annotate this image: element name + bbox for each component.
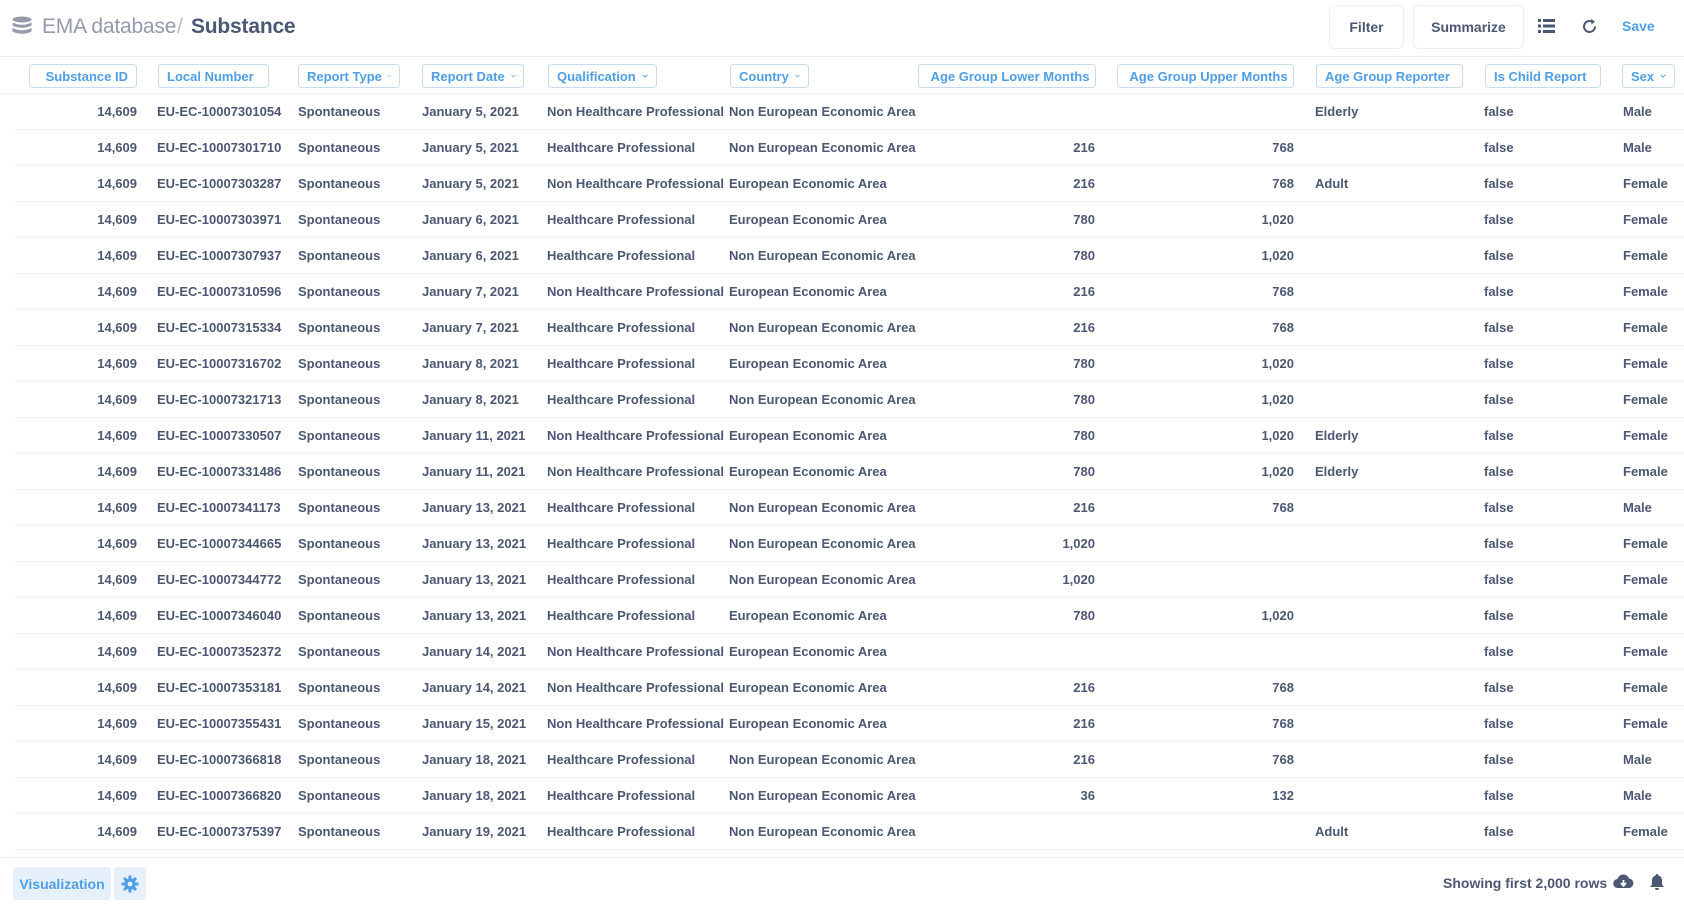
breadcrumb-database[interactable]: EMA database bbox=[42, 15, 177, 38]
table-cell[interactable]: 14,609 bbox=[97, 500, 137, 515]
table-row[interactable] bbox=[15, 202, 1684, 238]
table-cell[interactable]: false bbox=[1484, 320, 1514, 335]
table-cell[interactable]: January 7, 2021 bbox=[422, 320, 519, 335]
table-cell[interactable]: Non European Economic Area bbox=[729, 320, 916, 335]
table-cell[interactable]: EU-EC-10007301054 bbox=[157, 104, 282, 119]
table-cell[interactable]: Male bbox=[1623, 500, 1652, 515]
table-cell[interactable]: January 18, 2021 bbox=[422, 788, 527, 803]
table-cell[interactable]: 768 bbox=[1272, 680, 1294, 695]
table-cell[interactable]: EU-EC-10007375397 bbox=[157, 824, 282, 839]
table-cell[interactable]: 768 bbox=[1272, 176, 1294, 191]
column-header-is-child-report[interactable] bbox=[1485, 64, 1601, 88]
chevron-down-icon bbox=[511, 72, 515, 80]
table-cell[interactable]: Spontaneous bbox=[298, 392, 381, 407]
table-row[interactable] bbox=[15, 778, 1684, 814]
table-cell[interactable]: 1,020 bbox=[1261, 392, 1294, 407]
table-cell[interactable]: January 13, 2021 bbox=[422, 500, 527, 515]
list-view-icon[interactable] bbox=[1535, 14, 1559, 38]
table-cell[interactable]: Spontaneous bbox=[298, 680, 381, 695]
table-cell[interactable]: false bbox=[1484, 500, 1514, 515]
table-cell[interactable]: European Economic Area bbox=[729, 464, 887, 479]
table-cell[interactable]: Spontaneous bbox=[298, 644, 381, 659]
table-cell[interactable]: 14,609 bbox=[97, 572, 137, 587]
table-cell[interactable]: 768 bbox=[1272, 752, 1294, 767]
table-cell[interactable]: Non Healthcare Professional bbox=[547, 716, 724, 731]
table-cell[interactable]: 216 bbox=[1073, 320, 1095, 335]
table-cell[interactable]: Healthcare Professional bbox=[547, 140, 696, 155]
row-count-label: Showing first 2,000 rows bbox=[1443, 875, 1608, 891]
table-cell[interactable]: Non Healthcare Professional bbox=[547, 428, 724, 443]
table-cell[interactable]: EU-EC-10007346040 bbox=[157, 608, 282, 623]
summarize-button[interactable]: Summarize bbox=[1413, 5, 1524, 49]
table-cell[interactable]: 14,609 bbox=[97, 356, 137, 371]
chevron-down-icon bbox=[388, 72, 391, 80]
table-cell[interactable]: Healthcare Professional bbox=[547, 572, 696, 587]
chevron-down-icon bbox=[642, 72, 648, 80]
table-cell[interactable]: EU-EC-10007316702 bbox=[157, 356, 282, 371]
table-cell[interactable]: 14,609 bbox=[97, 248, 137, 263]
column-header-local-number[interactable] bbox=[158, 64, 269, 88]
column-header-report-type[interactable] bbox=[298, 64, 400, 88]
table-cell[interactable]: January 11, 2021 bbox=[422, 464, 526, 479]
table-cell[interactable]: European Economic Area bbox=[729, 356, 887, 371]
table-cell[interactable]: Healthcare Professional bbox=[547, 536, 696, 551]
save-button[interactable]: Save bbox=[1622, 18, 1655, 34]
table-cell[interactable]: EU-EC-10007303971 bbox=[157, 212, 282, 227]
table-cell[interactable]: false bbox=[1484, 824, 1514, 839]
download-icon[interactable] bbox=[1612, 871, 1634, 893]
table-cell[interactable]: Female bbox=[1623, 212, 1668, 227]
table-cell[interactable]: Non Healthcare Professional bbox=[547, 104, 724, 119]
table-row[interactable] bbox=[15, 130, 1684, 166]
table-cell[interactable]: 216 bbox=[1073, 680, 1095, 695]
table-cell[interactable]: Spontaneous bbox=[298, 212, 381, 227]
column-header-label: Age Group Reporter bbox=[1325, 68, 1450, 84]
table-cell[interactable]: false bbox=[1484, 788, 1514, 803]
table-cell[interactable]: January 13, 2021 bbox=[422, 572, 527, 587]
table-cell[interactable]: European Economic Area bbox=[729, 716, 887, 731]
table-cell[interactable]: Female bbox=[1623, 572, 1668, 587]
table-cell[interactable]: Non Healthcare Professional bbox=[547, 644, 724, 659]
table-cell[interactable]: 14,609 bbox=[97, 140, 137, 155]
table-cell[interactable]: Non European Economic Area bbox=[729, 572, 916, 587]
chevron-down-icon bbox=[795, 72, 800, 80]
table-cell[interactable]: 1,020 bbox=[1062, 536, 1095, 551]
table-cell[interactable]: Non European Economic Area bbox=[729, 500, 916, 515]
table-cell[interactable]: 14,609 bbox=[97, 752, 137, 767]
table-cell[interactable]: European Economic Area bbox=[729, 608, 887, 623]
table-cell[interactable]: Healthcare Professional bbox=[547, 608, 696, 623]
table-cell[interactable]: false bbox=[1484, 140, 1514, 155]
table-cell[interactable]: 216 bbox=[1073, 140, 1095, 155]
table-cell[interactable]: Spontaneous bbox=[298, 356, 381, 371]
table-cell[interactable]: 1,020 bbox=[1261, 248, 1294, 263]
table-cell[interactable]: Spontaneous bbox=[298, 500, 381, 515]
visualization-button[interactable]: Visualization bbox=[13, 867, 111, 900]
table-cell[interactable]: false bbox=[1484, 716, 1514, 731]
table-cell[interactable]: Spontaneous bbox=[298, 536, 381, 551]
table-cell[interactable]: false bbox=[1484, 608, 1514, 623]
table-cell[interactable]: Non European Economic Area bbox=[729, 104, 916, 119]
gear-icon bbox=[121, 875, 139, 893]
table-cell[interactable]: Non European Economic Area bbox=[729, 140, 916, 155]
query-footer bbox=[0, 857, 1684, 904]
table-row[interactable] bbox=[15, 814, 1684, 850]
table-cell[interactable]: false bbox=[1484, 644, 1514, 659]
table-cell[interactable]: EU-EC-10007344772 bbox=[157, 572, 282, 587]
table-cell[interactable]: 1,020 bbox=[1261, 356, 1294, 371]
table-cell[interactable]: 216 bbox=[1073, 176, 1095, 191]
table-cell[interactable]: Healthcare Professional bbox=[547, 824, 696, 839]
table-cell[interactable]: Healthcare Professional bbox=[547, 320, 696, 335]
table-cell[interactable]: January 5, 2021 bbox=[422, 176, 519, 191]
bell-icon[interactable] bbox=[1646, 871, 1668, 893]
table-cell[interactable]: January 8, 2021 bbox=[422, 356, 519, 371]
table-row[interactable] bbox=[15, 94, 1684, 130]
table-cell[interactable]: false bbox=[1484, 248, 1514, 263]
table-row[interactable] bbox=[15, 166, 1684, 202]
table-cell[interactable]: 1,020 bbox=[1261, 212, 1294, 227]
column-header-age-group-lower-months[interactable] bbox=[918, 64, 1096, 88]
table-row[interactable] bbox=[15, 598, 1684, 634]
table-cell[interactable]: January 5, 2021 bbox=[422, 104, 519, 119]
database-icon bbox=[11, 16, 33, 36]
column-header-qualification[interactable] bbox=[548, 64, 657, 88]
table-row[interactable] bbox=[15, 670, 1684, 706]
table-cell[interactable]: Female bbox=[1623, 608, 1668, 623]
table-cell[interactable]: 768 bbox=[1272, 320, 1294, 335]
table-cell[interactable]: EU-EC-10007321713 bbox=[157, 392, 282, 407]
table-cell[interactable]: false bbox=[1484, 392, 1514, 407]
table-cell[interactable]: false bbox=[1484, 212, 1514, 227]
table-cell[interactable]: 14,609 bbox=[97, 392, 137, 407]
table-cell[interactable]: Non European Economic Area bbox=[729, 536, 916, 551]
column-header-label: Report Date bbox=[431, 68, 505, 84]
table-cell[interactable]: Female bbox=[1623, 284, 1668, 299]
table-row[interactable] bbox=[15, 454, 1684, 490]
table-cell[interactable]: 14,609 bbox=[97, 788, 137, 803]
table-cell[interactable]: Non Healthcare Professional bbox=[547, 464, 724, 479]
table-cell[interactable]: Female bbox=[1623, 248, 1668, 263]
table-cell[interactable]: January 19, 2021 bbox=[422, 824, 527, 839]
table-row[interactable] bbox=[15, 706, 1684, 742]
table-row[interactable] bbox=[15, 562, 1684, 598]
table-cell[interactable]: 780 bbox=[1073, 428, 1095, 443]
table-cell[interactable]: European Economic Area bbox=[729, 680, 887, 695]
table-cell[interactable]: Female bbox=[1623, 536, 1668, 551]
column-header-report-date[interactable] bbox=[422, 64, 524, 88]
table-row[interactable] bbox=[15, 490, 1684, 526]
table-cell[interactable]: Spontaneous bbox=[298, 248, 381, 263]
table-cell[interactable]: Spontaneous bbox=[298, 716, 381, 731]
table-cell[interactable]: Spontaneous bbox=[298, 284, 381, 299]
table-cell[interactable]: EU-EC-10007301710 bbox=[157, 140, 282, 155]
table-cell[interactable]: Female bbox=[1623, 716, 1668, 731]
table-cell[interactable]: 14,609 bbox=[97, 320, 137, 335]
table-cell[interactable]: 14,609 bbox=[97, 428, 137, 443]
table-cell[interactable]: 36 bbox=[1080, 788, 1095, 803]
table-row[interactable] bbox=[15, 274, 1684, 310]
column-header-country[interactable] bbox=[730, 64, 809, 88]
table-cell[interactable]: 216 bbox=[1073, 284, 1095, 299]
settings-button[interactable] bbox=[114, 867, 146, 900]
column-header-label: Sex bbox=[1631, 68, 1655, 84]
table-cell[interactable]: Healthcare Professional bbox=[547, 500, 696, 515]
table-cell[interactable]: Elderly bbox=[1315, 428, 1359, 443]
table-cell[interactable]: January 11, 2021 bbox=[422, 428, 526, 443]
table-cell[interactable]: EU-EC-10007341173 bbox=[157, 500, 281, 515]
table-cell[interactable]: Spontaneous bbox=[298, 176, 381, 191]
table-cell[interactable]: 14,609 bbox=[97, 284, 137, 299]
table-cell[interactable]: 14,609 bbox=[97, 536, 137, 551]
table-cell[interactable]: 132 bbox=[1272, 788, 1294, 803]
table-cell[interactable]: Non European Economic Area bbox=[729, 788, 916, 803]
table-cell[interactable]: January 8, 2021 bbox=[422, 392, 519, 407]
column-header-label: Report Type bbox=[307, 68, 382, 84]
table-cell[interactable]: January 7, 2021 bbox=[422, 284, 519, 299]
table-cell[interactable]: European Economic Area bbox=[729, 284, 887, 299]
table-cell[interactable]: 1,020 bbox=[1261, 608, 1294, 623]
table-cell[interactable]: January 6, 2021 bbox=[422, 248, 519, 263]
table-cell[interactable]: Healthcare Professional bbox=[547, 248, 696, 263]
table-cell[interactable]: Non European Economic Area bbox=[729, 824, 916, 839]
table-cell[interactable]: Healthcare Professional bbox=[547, 356, 696, 371]
table-cell[interactable]: 768 bbox=[1272, 140, 1294, 155]
table-cell[interactable]: Spontaneous bbox=[298, 788, 381, 803]
table-cell[interactable]: Female bbox=[1623, 680, 1668, 695]
table-cell[interactable]: January 6, 2021 bbox=[422, 212, 519, 227]
column-header-label: Is Child Report bbox=[1494, 68, 1587, 84]
table-cell[interactable]: Non European Economic Area bbox=[729, 752, 916, 767]
table-cell[interactable]: false bbox=[1484, 536, 1514, 551]
table-cell[interactable]: 14,609 bbox=[97, 176, 137, 191]
table-cell[interactable]: European Economic Area bbox=[729, 428, 887, 443]
table-cell[interactable]: EU-EC-10007355431 bbox=[157, 716, 282, 731]
table-cell[interactable]: Female bbox=[1623, 464, 1668, 479]
table-cell[interactable]: Spontaneous bbox=[298, 824, 381, 839]
table-cell[interactable]: Spontaneous bbox=[298, 320, 381, 335]
chevron-down-icon bbox=[38, 72, 40, 80]
table-cell[interactable]: EU-EC-10007307937 bbox=[157, 248, 282, 263]
table-cell[interactable]: Male bbox=[1623, 140, 1652, 155]
table-cell[interactable]: Non European Economic Area bbox=[729, 392, 916, 407]
table-cell[interactable]: January 5, 2021 bbox=[422, 140, 519, 155]
table-cell[interactable]: January 18, 2021 bbox=[422, 752, 527, 767]
table-row[interactable] bbox=[15, 346, 1684, 382]
table-cell[interactable]: Healthcare Professional bbox=[547, 788, 696, 803]
column-header-age-group-upper-months[interactable] bbox=[1117, 64, 1294, 88]
table-cell[interactable]: false bbox=[1484, 104, 1514, 119]
table-cell[interactable]: 1,020 bbox=[1261, 464, 1294, 479]
column-header-label: Age Group Lower Months bbox=[930, 68, 1090, 84]
table-cell[interactable]: false bbox=[1484, 284, 1514, 299]
table-cell[interactable]: 14,609 bbox=[97, 644, 137, 659]
table-cell[interactable]: European Economic Area bbox=[729, 212, 887, 227]
table-cell[interactable]: 14,609 bbox=[97, 464, 137, 479]
table-cell[interactable]: 216 bbox=[1073, 752, 1095, 767]
table-row[interactable] bbox=[15, 526, 1684, 562]
table-row[interactable] bbox=[15, 634, 1684, 670]
column-header-age-group-reporter[interactable] bbox=[1316, 64, 1463, 88]
table-cell[interactable]: false bbox=[1484, 572, 1514, 587]
table-cell[interactable]: EU-EC-10007344665 bbox=[157, 536, 282, 551]
table-row[interactable] bbox=[15, 382, 1684, 418]
table-cell[interactable]: Female bbox=[1623, 428, 1668, 443]
table-cell[interactable]: Healthcare Professional bbox=[547, 752, 696, 767]
table-row[interactable] bbox=[15, 238, 1684, 274]
table-cell[interactable]: Male bbox=[1623, 104, 1652, 119]
query-header bbox=[0, 0, 1684, 57]
table-cell[interactable]: Spontaneous bbox=[298, 428, 381, 443]
table-cell[interactable]: false bbox=[1484, 176, 1514, 191]
table-cell[interactable]: 780 bbox=[1073, 212, 1095, 227]
table-cell[interactable]: Non Healthcare Professional bbox=[547, 176, 724, 191]
column-header-label: Age Group Upper Months bbox=[1129, 68, 1288, 84]
table-cell[interactable]: EU-EC-10007303287 bbox=[157, 176, 282, 191]
table-cell[interactable]: January 14, 2021 bbox=[422, 644, 527, 659]
column-header-label: Country bbox=[739, 68, 789, 84]
column-header-sex[interactable] bbox=[1622, 64, 1675, 88]
table-cell[interactable]: Male bbox=[1623, 788, 1652, 803]
chevron-down-icon bbox=[1660, 72, 1666, 80]
column-header-label: Substance ID bbox=[45, 68, 128, 84]
table-cell[interactable]: EU-EC-10007353181 bbox=[157, 680, 282, 695]
table-cell[interactable]: EU-EC-10007331486 bbox=[157, 464, 282, 479]
breadcrumb-separator: / bbox=[177, 15, 183, 38]
table-cell[interactable]: 14,609 bbox=[97, 212, 137, 227]
table-cell[interactable]: Spontaneous bbox=[298, 140, 381, 155]
table-cell[interactable]: false bbox=[1484, 428, 1514, 443]
table-row[interactable] bbox=[15, 310, 1684, 346]
table-cell[interactable]: EU-EC-10007366820 bbox=[157, 788, 282, 803]
column-header-label: Qualification bbox=[557, 68, 636, 84]
table-cell[interactable]: EU-EC-10007315334 bbox=[157, 320, 282, 335]
table-header bbox=[0, 58, 1684, 94]
table-row[interactable] bbox=[15, 742, 1684, 778]
table-cell[interactable]: Healthcare Professional bbox=[547, 392, 696, 407]
table-cell[interactable]: European Economic Area bbox=[729, 176, 887, 191]
table-cell[interactable]: false bbox=[1484, 752, 1514, 767]
table-cell[interactable]: 780 bbox=[1073, 356, 1095, 371]
table-cell[interactable]: Spontaneous bbox=[298, 608, 381, 623]
table-cell[interactable]: European Economic Area bbox=[729, 644, 887, 659]
table-cell[interactable]: January 13, 2021 bbox=[422, 536, 527, 551]
table-row[interactable] bbox=[15, 418, 1684, 454]
table-cell[interactable]: Non Healthcare Professional bbox=[547, 680, 724, 695]
table-cell[interactable]: Male bbox=[1623, 752, 1652, 767]
table-cell[interactable]: Spontaneous bbox=[298, 104, 381, 119]
table-cell[interactable]: 14,609 bbox=[97, 608, 137, 623]
table-cell[interactable]: EU-EC-10007366818 bbox=[157, 752, 282, 767]
table-cell[interactable]: Female bbox=[1623, 824, 1668, 839]
table-cell[interactable]: Female bbox=[1623, 320, 1668, 335]
table-cell[interactable]: Female bbox=[1623, 176, 1668, 191]
table-cell[interactable]: Elderly bbox=[1315, 464, 1359, 479]
refresh-icon[interactable] bbox=[1577, 14, 1601, 38]
table-cell[interactable]: Spontaneous bbox=[298, 572, 381, 587]
results-table bbox=[0, 58, 1684, 857]
table-cell[interactable]: 768 bbox=[1272, 500, 1294, 515]
table-cell[interactable]: 216 bbox=[1073, 500, 1095, 515]
table-cell[interactable]: Adult bbox=[1315, 176, 1349, 191]
table-cell[interactable]: 780 bbox=[1073, 464, 1095, 479]
table-cell[interactable]: 14,609 bbox=[97, 104, 137, 119]
table-cell[interactable]: Non European Economic Area bbox=[729, 248, 916, 263]
table-cell[interactable]: Spontaneous bbox=[298, 752, 381, 767]
table-cell[interactable]: EU-EC-10007310596 bbox=[157, 284, 282, 299]
table-cell[interactable]: Non Healthcare Professional bbox=[547, 284, 724, 299]
table-cell[interactable]: 216 bbox=[1073, 716, 1095, 731]
table-cell[interactable]: Female bbox=[1623, 392, 1668, 407]
table-cell[interactable]: 14,609 bbox=[97, 824, 137, 839]
column-header-label: Local Number bbox=[167, 68, 254, 84]
table-cell[interactable]: 1,020 bbox=[1062, 572, 1095, 587]
table-cell[interactable]: Elderly bbox=[1315, 104, 1359, 119]
table-cell[interactable]: EU-EC-10007352372 bbox=[157, 644, 282, 659]
table-cell[interactable]: Female bbox=[1623, 356, 1668, 371]
table-cell[interactable]: January 14, 2021 bbox=[422, 680, 527, 695]
table-cell[interactable]: 780 bbox=[1073, 392, 1095, 407]
table-cell[interactable]: false bbox=[1484, 680, 1514, 695]
column-header-substance-id[interactable] bbox=[29, 64, 137, 88]
table-cell[interactable]: EU-EC-10007330507 bbox=[157, 428, 282, 443]
table-cell[interactable]: false bbox=[1484, 464, 1514, 479]
table-cell[interactable]: Healthcare Professional bbox=[547, 212, 696, 227]
table-cell[interactable]: 768 bbox=[1272, 716, 1294, 731]
table-cell[interactable]: Adult bbox=[1315, 824, 1349, 839]
filter-button[interactable]: Filter bbox=[1329, 5, 1404, 49]
table-cell[interactable]: 14,609 bbox=[97, 680, 137, 695]
table-cell[interactable]: 780 bbox=[1073, 608, 1095, 623]
table-cell[interactable]: 768 bbox=[1272, 284, 1294, 299]
page-title: Substance bbox=[191, 15, 296, 38]
table-cell[interactable]: January 13, 2021 bbox=[422, 608, 527, 623]
table-cell[interactable]: false bbox=[1484, 356, 1514, 371]
table-cell[interactable]: January 15, 2021 bbox=[422, 716, 527, 731]
table-cell[interactable]: 780 bbox=[1073, 248, 1095, 263]
table-cell[interactable]: 1,020 bbox=[1261, 428, 1294, 443]
table-cell[interactable]: 14,609 bbox=[97, 716, 137, 731]
table-cell[interactable]: Female bbox=[1623, 644, 1668, 659]
table-cell[interactable]: Spontaneous bbox=[298, 464, 381, 479]
